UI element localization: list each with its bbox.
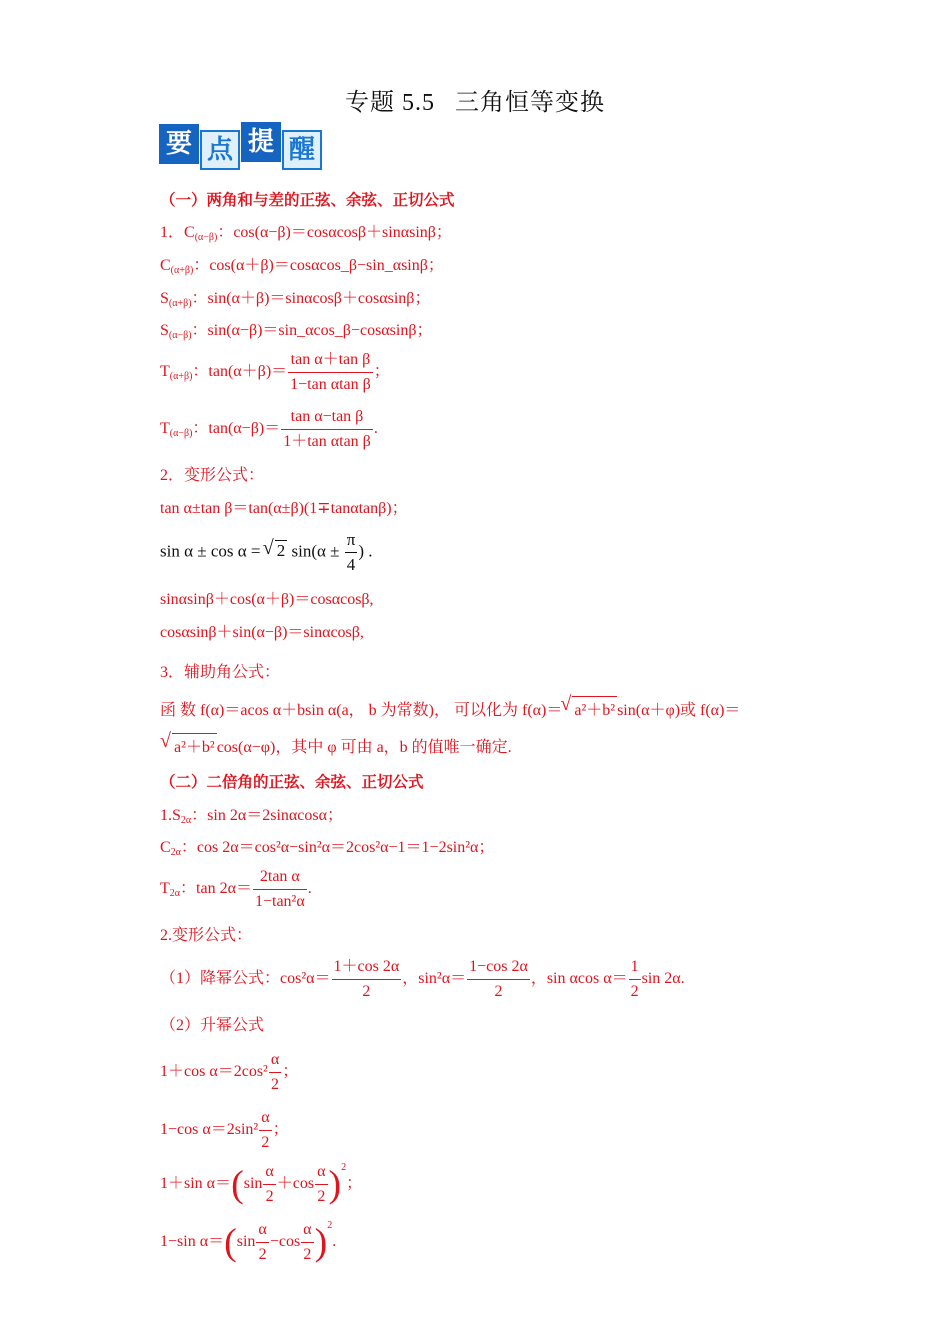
formula-text: ，sin αcos α＝ [530, 970, 628, 988]
formula-text: sin 2α. [641, 970, 685, 988]
topic-number: 专题 5.5 [345, 90, 435, 116]
formula-text: 函 数 f(α)＝acos α＋bsin α(a， b 为常数)， 可以化为 f(α)＝ [160, 702, 563, 719]
formula-text: ：cos(α＋β)＝cosαcos_β−sin_αsinβ； [193, 257, 444, 274]
fraction [467, 955, 530, 1004]
punct: ； [373, 363, 390, 381]
raise-formula-3 [160, 1160, 362, 1209]
formula-s-2a [160, 802, 343, 826]
formula-text: sin(α＋φ)或 f(α)＝ [617, 702, 741, 719]
punct: . [332, 1233, 337, 1251]
subscript: (α−β) [194, 232, 218, 243]
power-reduction-formula [160, 955, 685, 1004]
denominator: 2 [494, 983, 503, 1000]
formula-text: sin(α ± [287, 541, 344, 561]
formula-text: 1−sin α＝ [160, 1233, 225, 1251]
punct: ； [282, 1063, 299, 1081]
variant-formula-label: 2．变形公式： [160, 467, 265, 484]
auxiliary-angle-line-2 [160, 733, 512, 757]
fraction [301, 1218, 313, 1267]
formula-text: ：sin(α＋β)＝sinαcosβ＋cosαsinβ； [191, 290, 431, 307]
numerator: tan α＋tan β [288, 348, 373, 373]
formula-text: ：tan 2α＝ [180, 880, 252, 898]
formula-c-2a [160, 834, 494, 858]
formula-text: ：sin 2α＝2sinαcosα； [191, 807, 343, 824]
raise-formula-4 [160, 1218, 336, 1267]
numerator: α [270, 1051, 280, 1068]
label: 1．C [160, 224, 195, 241]
power-raising-label: （2）升幂公式 [160, 1017, 265, 1034]
denominator: 2 [258, 1246, 267, 1263]
sqrt: √ a²＋b² [172, 733, 217, 757]
denominator: 4 [346, 555, 356, 574]
formula-c-plus [160, 252, 444, 276]
sin-cos-sum-formula [160, 528, 373, 577]
exponent: 2 [341, 1162, 347, 1174]
exponent: 2 [327, 1220, 333, 1232]
label: T [160, 420, 170, 438]
tan-sum-variant: tan α±tan β＝tan(α±β)(1∓tanαtanβ)； [160, 500, 408, 517]
denominator: 2 [630, 983, 639, 1000]
numerator: α [261, 1109, 270, 1126]
label: S [160, 322, 169, 339]
label: T [160, 880, 170, 898]
close-paren: ) [328, 1163, 342, 1206]
subscript: (α+β) [170, 265, 194, 276]
open-paren: ( [231, 1163, 244, 1206]
formula-t-plus [160, 348, 390, 397]
fraction [269, 1048, 281, 1097]
identity-1: sinαsinβ＋cos(α＋β)＝cosαcosβ, [160, 591, 374, 608]
fraction [345, 528, 358, 577]
denominator: 2 [269, 1072, 281, 1097]
subscript: 2α [169, 888, 181, 900]
formula-text: sin [236, 1233, 256, 1251]
raise-formula-1 [160, 1048, 298, 1097]
formula-text: ：cos 2α＝cos²α−sin²α＝2cos²α−1＝1−2sin²α； [180, 839, 495, 856]
formula-text: 1＋sin α＝ [160, 1175, 232, 1193]
punct: ； [272, 1121, 289, 1139]
auxiliary-angle-line-1 [160, 696, 740, 720]
denominator: 1−tan²α [254, 893, 305, 910]
numerator: 1 [629, 955, 641, 980]
numerator: α [263, 1160, 275, 1185]
label: 1.S [160, 807, 181, 824]
auxiliary-angle-label: 3．辅助角公式： [160, 664, 281, 681]
formula-text: 1＋cos α＝2cos² [160, 1063, 268, 1081]
numerator: tan α−tan β [281, 405, 373, 430]
formula-text: ，sin²α＝ [402, 970, 467, 988]
subscript: (α+β) [169, 371, 193, 383]
fraction [259, 1106, 271, 1155]
fraction [288, 348, 373, 397]
section-1-heading: （一）两角和与差的正弦、余弦、正切公式 [160, 191, 455, 209]
badge-char-4: 醒 [282, 130, 322, 170]
numerator: α [301, 1218, 313, 1243]
subscript: (α+β) [168, 298, 192, 309]
denominator: 2 [362, 983, 371, 1000]
label: S [160, 290, 169, 307]
formula-text: ) . [358, 541, 373, 561]
identity-2: cosαsinβ＋sin(α−β)＝sinαcosβ, [160, 624, 364, 641]
numerator: 1＋cos 2α [332, 955, 402, 980]
raise-formula-2 [160, 1106, 289, 1155]
denominator: 2 [303, 1246, 312, 1263]
numerator: α [315, 1160, 327, 1185]
formula-text: （1）降幂公式：cos²α＝ [160, 970, 331, 988]
fraction [629, 955, 641, 1004]
denominator: 2 [317, 1188, 326, 1205]
label: C [160, 839, 171, 856]
punct: . [307, 880, 312, 898]
section-2-heading: （二）二倍角的正弦、余弦、正切公式 [160, 773, 424, 791]
formula-text: 1−cos α＝2sin² [160, 1121, 259, 1139]
numerator: π [345, 528, 358, 553]
formula-s-plus [160, 285, 430, 309]
fraction [256, 1218, 268, 1267]
sqrt: √ a²＋b² [572, 696, 617, 720]
numerator: 1−cos 2α [467, 955, 530, 980]
subscript: 2α [170, 847, 181, 858]
fraction [263, 1160, 275, 1209]
denominator: 1＋tan αtan β [283, 433, 371, 450]
badge-char-2: 点 [200, 130, 240, 170]
fraction [253, 865, 307, 914]
formula-text: sin [243, 1175, 263, 1193]
formula-text: ：sin(α−β)＝sin_αcos_β−cosαsinβ； [191, 322, 433, 339]
numerator: 2tan α [253, 865, 307, 890]
formula-text: −cos [269, 1233, 301, 1251]
denominator: 2 [265, 1188, 274, 1205]
variant-formula-label-2: 2.变形公式： [160, 927, 253, 944]
close-paren: ) [314, 1221, 328, 1264]
subscript: 2α [180, 815, 192, 826]
label: C [160, 257, 171, 274]
badge-char-3: 提 [241, 122, 281, 162]
formula-t-2a [160, 865, 312, 914]
formula-t-minus [160, 405, 378, 454]
formula-c-minus [160, 219, 452, 243]
topic-name: 三角恒等变换 [455, 90, 605, 116]
fraction [315, 1160, 327, 1209]
formula-text: ：tan(α−β)＝ [192, 420, 281, 438]
subscript: (α−β) [169, 428, 193, 440]
formula-text: sin α ± cos α = [160, 541, 265, 561]
numerator: α [256, 1218, 268, 1243]
formula-text: ：tan(α＋β)＝ [192, 363, 288, 381]
formula-s-minus [160, 317, 433, 341]
label: T [160, 363, 170, 381]
open-paren: ( [224, 1221, 237, 1264]
formula-text: cos(α−φ)，其中 φ 可由 a，b 的值唯一确定. [216, 739, 512, 756]
sqrt: √ 2 [275, 540, 288, 561]
formula-text: ：cos(α−β)＝cosαcosβ＋sinαsinβ； [217, 224, 452, 241]
denominator: 2 [259, 1130, 271, 1155]
fraction [332, 955, 402, 1004]
page-title [0, 82, 950, 117]
formula-text: ＋cos [276, 1175, 315, 1193]
fraction [281, 405, 373, 454]
subscript: (α−β) [168, 330, 192, 341]
denominator: 1−tan αtan β [290, 376, 371, 393]
punct: ； [346, 1175, 363, 1193]
badge-char-1: 要 [159, 124, 199, 164]
punct: . [373, 420, 378, 438]
